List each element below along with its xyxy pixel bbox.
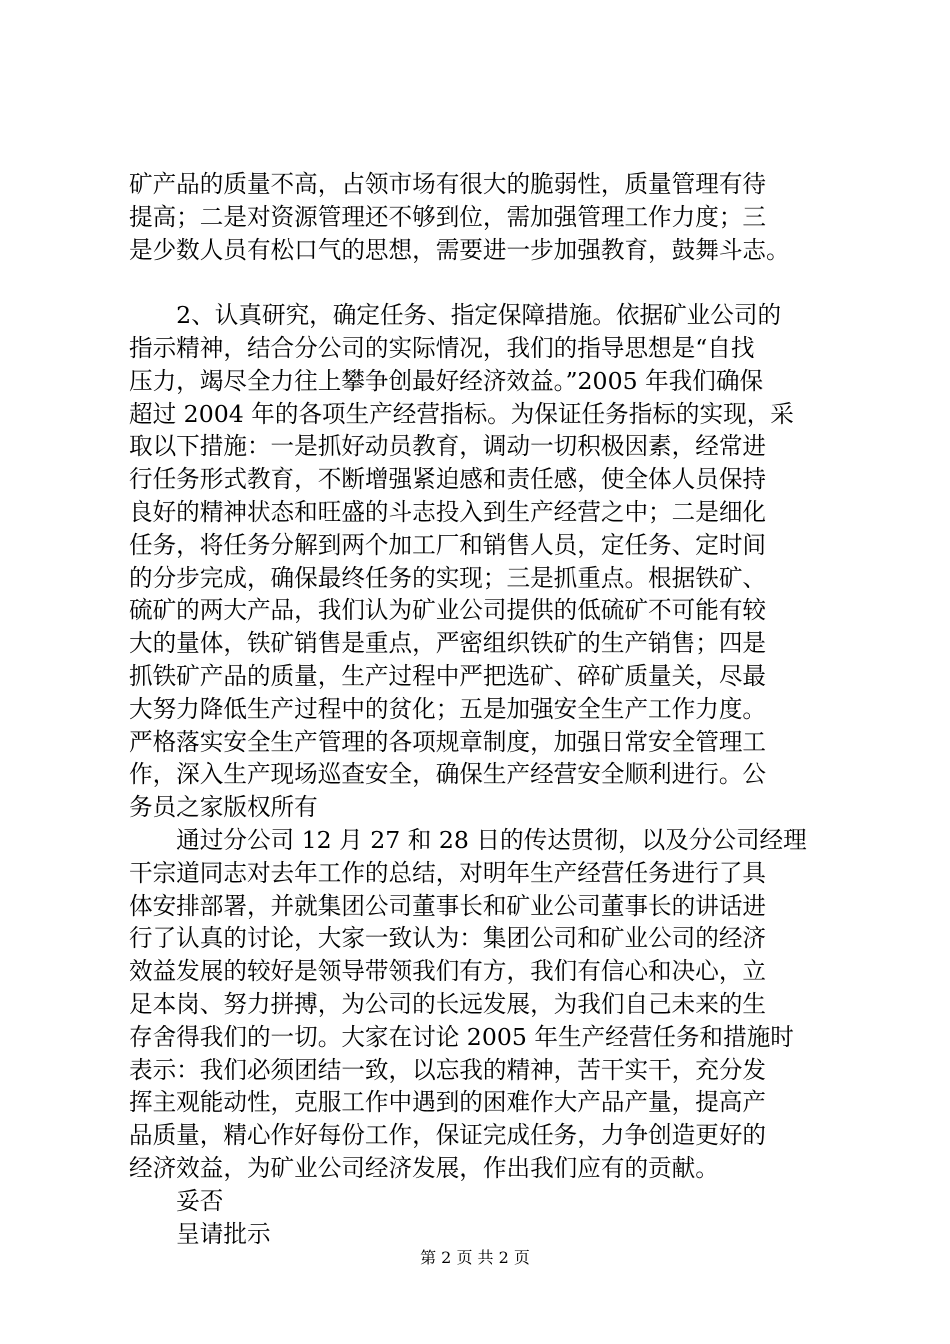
text-line: 行任务形式教育，不断增强紧迫感和责任感，使全体人员保持 — [129, 465, 767, 494]
text-line: 表示：我们必须团结一致，以忘我的精神，苦干实干，充分发 — [129, 1055, 767, 1084]
text-line: 经济效益，为矿业公司经济发展，作出我们应有的贡献。 — [129, 1153, 719, 1182]
text-line: 品质量，精心作好每份工作，保证完成任务，力争创造更好的 — [129, 1121, 767, 1150]
text-line: 大努力降低生产过程中的贫化；五是加强安全生产工作力度。 — [129, 694, 767, 723]
text-line: 大的量体，铁矿销售是重点，严密组织铁矿的生产销售；四是 — [129, 629, 767, 658]
text-line: 务员之家版权所有 — [129, 793, 318, 822]
text-line: 矿产品的质量不高，占领市场有很大的脆弱性，质量管理有待 — [129, 170, 767, 198]
page-number: 第 2 页 共 2 页 — [420, 1248, 530, 1267]
text-line: 存舍得我们的一切。大家在讨论 2005 年生产经营任务和措施时 — [129, 1022, 794, 1051]
text-line: 体安排部署，并就集团公司董事长和矿业公司董事长的讲话进 — [129, 891, 767, 920]
text-line: 2、认真研究，确定任务、指定保障措施。依据矿业公司的 — [129, 301, 782, 330]
text-line: 严格落实安全生产管理的各项规章制度，加强日常安全管理工 — [129, 727, 767, 756]
text-line: 取以下措施：一是抓好动员教育，调动一切积极因素，经常进 — [129, 432, 767, 461]
text-line: 的分步完成，确保最终任务的实现；三是抓重点。根据铁矿、 — [129, 563, 767, 592]
text-line: 行了认真的讨论，大家一致认为：集团公司和矿业公司的经济 — [129, 924, 767, 953]
paragraph-3 — [129, 824, 839, 1185]
text-line: 足本岗、努力拼搏，为公司的长远发展，为我们自己未来的生 — [129, 989, 767, 1018]
closing-line: 呈请批示 — [129, 1219, 271, 1248]
paragraph-1 — [129, 168, 839, 266]
text-line: 作，深入生产现场巡查安全，确保生产经营安全顺利进行。公 — [129, 760, 767, 789]
text-line: 抓铁矿产品的质量，生产过程中严把选矿、碎矿质量关，尽最 — [129, 661, 767, 690]
paragraph-spacer — [129, 266, 839, 299]
closing-remarks — [129, 1185, 839, 1251]
text-line: 硫矿的两大产品，我们认为矿业公司提供的低硫矿不可能有较 — [129, 596, 767, 625]
text-line: 良好的精神状态和旺盛的斗志投入到生产经营之中；二是细化 — [129, 497, 767, 526]
text-line: 超过 2004 年的各项生产经营指标。为保证任务指标的实现，采 — [129, 399, 794, 428]
text-line: 是少数人员有松口气的思想，需要进一步加强教育，鼓舞斗志。 — [129, 235, 790, 264]
closing-line: 妥否 — [129, 1186, 224, 1215]
text-line: 挥主观能动性，克服工作中遇到的困难作大产品产量，提高产 — [129, 1088, 767, 1117]
text-line: 压力，竭尽全力往上攀争创最好经济效益。”2005 年我们确保 — [129, 366, 764, 395]
text-line: 提高；二是对资源管理还不够到位，需加强管理工作力度；三 — [129, 202, 767, 231]
document-body — [129, 168, 839, 1250]
text-line: 通过分公司 12 月 27 和 28 日的传达贯彻，以及分公司经理 — [129, 825, 807, 854]
text-line: 效益发展的较好是领导带领我们有方，我们有信心和决心，立 — [129, 957, 767, 986]
paragraph-2 — [129, 299, 839, 824]
text-line: 干宗道同志对去年工作的总结，对明年生产经营任务进行了具 — [129, 858, 767, 887]
text-line: 任务，将任务分解到两个加工厂和销售人员，定任务、定时间 — [129, 530, 767, 559]
text-line: 指示精神，结合分公司的实际情况，我们的指导思想是“自找 — [129, 333, 755, 362]
